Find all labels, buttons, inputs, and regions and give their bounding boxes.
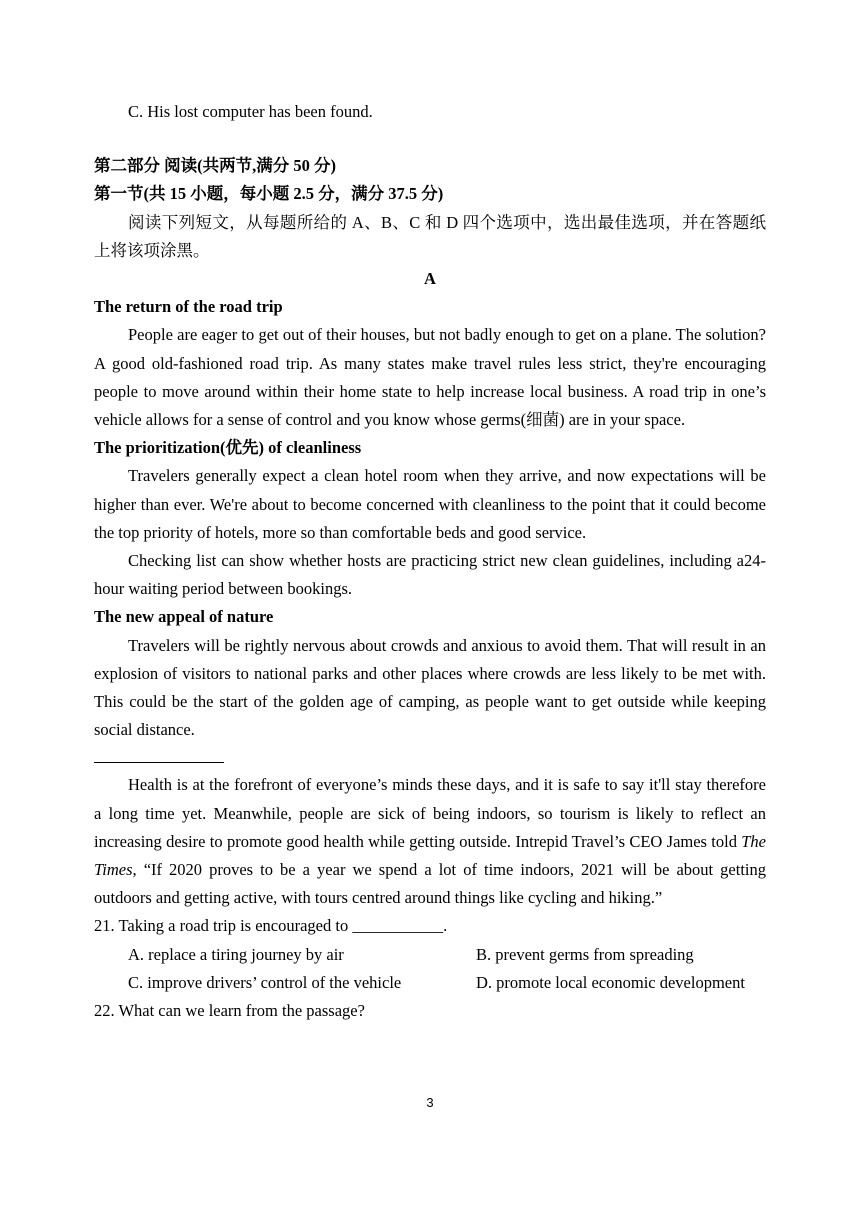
paragraph-5-text: Health is at the forefront of everyone’s minds these days, and it is safe to say it'll stay therefore a long time yet. Meanwhile, people are sick of being indoors, so tourism is likely to reflect an increasing desire to promote good health while getting outside. Intrepid Travel’s CEO James told	[94, 775, 766, 851]
spacer	[94, 126, 766, 152]
option-c: C. improve drivers’ control of the vehicle	[128, 972, 402, 992]
paragraph-3: Checking list can show whether hosts are practicing strict new clean guidelines, including a24-hour waiting period between bookings.	[94, 551, 766, 599]
paragraph-2: Travelers generally expect a clean hotel room when they arrive, and now expectations will be higher than ever. We're about to become concerned with cleanliness to the point that it could become the top priority of hotels, more so than comfortable beds and good service.	[94, 466, 766, 542]
option-d: D. promote local economic development	[476, 972, 745, 992]
paragraph-4: Travelers will be rightly nervous about crowds and anxious to avoid them. That will result in an explosion of visitors to national parks and other places where crowds are less likely to be met with. This could be the start of the golden age of camping, as people want to get outside while keeping social distance.	[94, 635, 766, 740]
paragraph-5-quote: , “If 2020 proves to be a year we spend a lot of time indoors, 2021 will be about getting outdoors and getting active, with tours centred around things like cycling and hiking.”	[94, 860, 766, 908]
question-21-stem: 21. Taking a road trip is encouraged to ___________.	[94, 916, 448, 936]
page-content	[94, 98, 766, 1025]
heading-road-trip: The return of the road trip	[94, 297, 283, 317]
question-22-stem: 22. What can we learn from the passage?	[94, 1001, 365, 1021]
part-title: 第二部分 阅读(共两节,满分 50 分)	[94, 156, 336, 176]
section-title: 第一节(共 15 小题，每小题 2.5 分，满分 37.5 分)	[94, 184, 444, 204]
previous-option-c: C. His lost computer has been found.	[128, 102, 373, 121]
option-a: A. replace a tiring journey by air	[128, 944, 344, 964]
paragraph-5	[94, 771, 766, 912]
paragraph-1: People are eager to get out of their houses, but not badly enough to get on a plane. The solution? A good old-fashioned road trip. As many states make travel rules less strict, they're encouraging people to move around within their home state to help increase local business. A road trip in one’s vehicle allows for a sense of control and you know whose germs(细菌) are in your space.	[94, 325, 766, 430]
option-b: B. prevent germs from spreading	[476, 944, 694, 964]
blank-heading-line	[94, 762, 224, 763]
page-number: 3	[426, 1095, 434, 1110]
newspaper-title: The Times	[94, 831, 766, 880]
passage-letter: A	[424, 269, 436, 289]
heading-nature: The new appeal of nature	[94, 607, 274, 627]
heading-cleanliness: The prioritization(优先) of cleanliness	[94, 438, 362, 458]
instruction-text: 阅读下列短文，从每题所给的 A、B、C 和 D 四个选项中，选出最佳选项，并在答题纸上将该项涂黑。	[94, 212, 766, 260]
question-21-options-row-1	[94, 941, 766, 969]
question-21-options-row-2	[94, 969, 766, 997]
